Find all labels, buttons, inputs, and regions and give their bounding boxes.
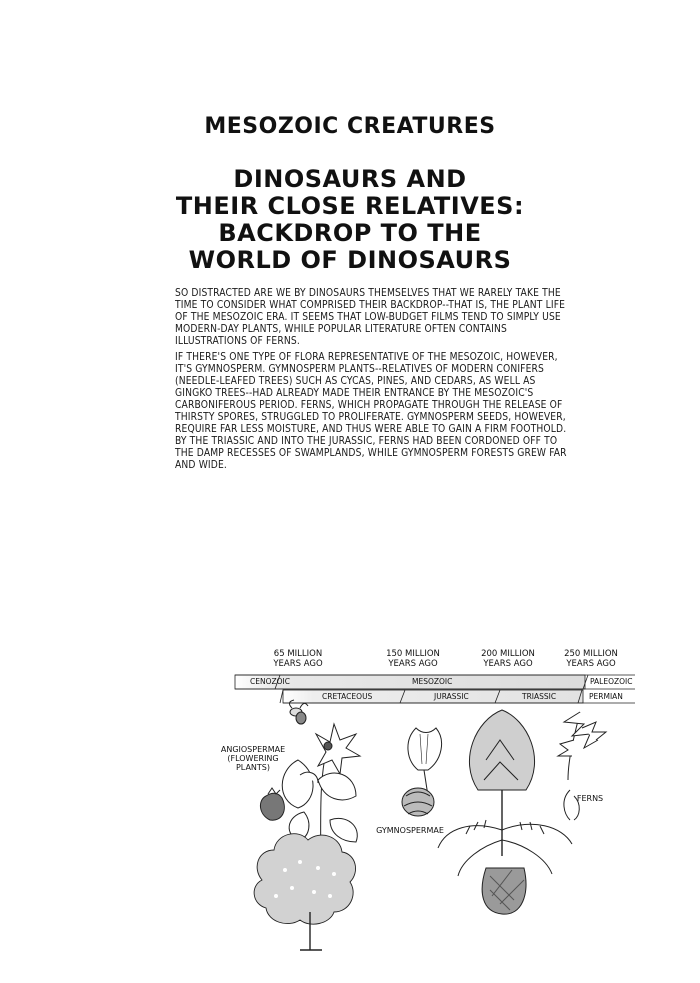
body-paragraph-2: IF THERE'S ONE TYPE OF FLORA REPRESENTATIVE OF THE MESOZOIC, HOWEVER, IT'S GYMNOSPERM. GYMNOSPERM PLANTS--RELATIVES OF MODERN CONIFERS (NEEDLE-LEAFED TREES) SUCH AS CYCAS, PINES, AND CEDARS, AS WELL AS GINGKO TREES--HAD ALREADY MADE THEIR ENTRANCE BY THE MESOZOIC'S CARBONIFEROUS PERIOD. FERNS, WHICH PROPAGATE THROUGH THE RELEASE OF THIRSTY SPORES, STRUGGLED TO PROLIFERATE. GYMNOSPERM SEEDS, HOWEVER, REQUIRE FAR LESS MOISTURE, AND THUS WERE ABLE TO GAIN A FIRM FOOTHOLD. BY THE TRIASSIC AND INTO THE JURASSIC, FERNS HAD BEEN CORDONED OFF TO THE DAMP RECESSES OF SWAMPLANDS, WHILE GYMNOSPERM FORESTS GREW FAR AND WIDE.: [175, 352, 567, 471]
time-label-150-line2: YEARS AGO: [388, 658, 438, 669]
heading-line-4: WORLD OF DINOSAURS: [188, 246, 512, 274]
fern-icon: [558, 712, 606, 820]
time-label-65-line2: YEARS AGO: [273, 658, 323, 669]
time-label-65-line1: 65 MILLION: [273, 649, 323, 659]
time-label-250-line2: YEARS AGO: [566, 658, 616, 669]
heading-line-3: BACKDROP TO THE: [218, 219, 482, 247]
label-angiospermae-line2: (FLOWERING: [227, 754, 279, 763]
tree-icon: [254, 834, 355, 950]
label-gymnospermae: GYMNOSPERMAE: [376, 826, 444, 835]
label-angiospermae-line1: ANGIOSPERMAE: [220, 745, 286, 754]
heading-line-1: DINOSAURS AND: [233, 165, 467, 193]
time-label-250-line1: 250 MILLION: [564, 649, 618, 659]
body-paragraph-1: SO DISTRACTED ARE WE BY DINOSAURS THEMSELVES THAT WE RARELY TAKE THE TIME TO CONSIDER WHAT COMPRISED THEIR BACKDROP--THAT IS, THE PLANT LIFE OF THE MESOZOIC ERA. IT SEEMS THAT LOW-BUDGET FILMS TEND TO SIMPLY USE MODERN-DAY PLANTS, WHILE POPULAR LITERATURE OFTEN CONTAINS ILLUSTRATIONS OF FERNS.: [175, 288, 566, 347]
era-cenozoic: CENOZOIC: [250, 677, 290, 686]
pine-cone-icon: [402, 788, 434, 816]
era-paleozoic: PALEOZOIC: [590, 677, 633, 686]
label-angiospermae-line3: PLANTS): [235, 763, 270, 772]
time-label-200-line1: 200 MILLION: [481, 649, 535, 659]
time-label-150-line1: 150 MILLION: [386, 649, 440, 659]
period-cretaceous: CRETACEOUS: [322, 692, 373, 701]
label-angiospermae: [212, 745, 294, 772]
period-permian: PERMIAN: [589, 692, 623, 701]
cycad-icon: [438, 710, 572, 914]
period-triassic: TRIASSIC: [522, 692, 557, 701]
time-label-200-line2: YEARS AGO: [483, 658, 533, 669]
strawberry-icon: [260, 788, 284, 820]
ginkgo-leaf-icon: [408, 728, 442, 796]
period-jurassic: JURASSIC: [434, 692, 469, 701]
era-mesozoic: MESOZOIC: [412, 677, 453, 686]
section-title: MESOZOIC CREATURES: [204, 114, 496, 139]
heading-line-2: THEIR CLOSE RELATIVES:: [175, 192, 525, 220]
bee-icon: [289, 700, 308, 724]
label-ferns: FERNS: [576, 794, 604, 803]
